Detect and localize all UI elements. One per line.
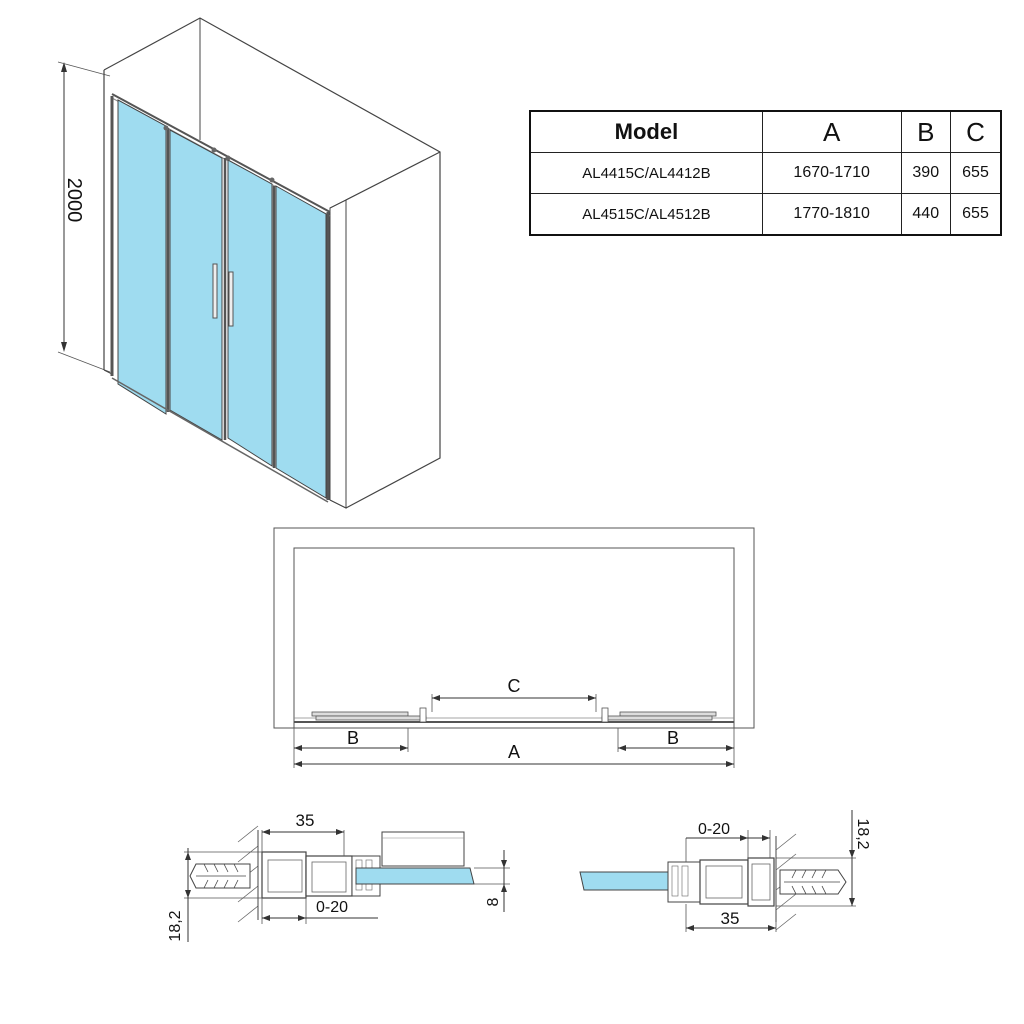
profile-right-adjust: 0-20 <box>697 821 731 838</box>
profile-right-depth: 18,2 <box>854 818 871 850</box>
table-header-a: A <box>762 111 901 153</box>
table-cell-c: 655 <box>951 153 1001 194</box>
dimension-b-right-label: B <box>666 728 680 748</box>
dimension-b-left-label: B <box>346 728 360 748</box>
table-cell-a: 1670-1710 <box>762 153 901 194</box>
profile-right-width: 35 <box>720 909 740 928</box>
height-label: 2000 <box>63 177 85 223</box>
table-header-model: Model <box>530 111 762 153</box>
door-handle-left <box>213 264 217 318</box>
dimension-a-label: A <box>507 742 521 762</box>
table-header-c: C <box>951 111 1001 153</box>
table-cell-b: 440 <box>901 194 951 236</box>
table-header-b: B <box>901 111 951 153</box>
table-row <box>530 153 1001 194</box>
table-cell-c: 655 <box>951 194 1001 236</box>
door-handle-right <box>229 272 233 326</box>
glass-panel-1 <box>118 100 166 414</box>
table-cell-model: AL4515C/AL4512B <box>530 194 762 236</box>
profile-left-glass: 8 <box>485 897 502 907</box>
table-cell-b: 390 <box>901 153 951 194</box>
glass-panel-3 <box>228 160 272 466</box>
dimension-c-label: C <box>507 676 521 696</box>
table-cell-model: AL4415C/AL4412B <box>530 153 762 194</box>
profile-left-adjust: 0-20 <box>315 899 349 916</box>
profile-left-width: 35 <box>295 811 315 830</box>
table-cell-a: 1770-1810 <box>762 194 901 236</box>
table-row <box>530 194 1001 236</box>
glass-panel-4 <box>276 186 326 498</box>
profile-left-depth: 18,2 <box>167 910 184 942</box>
spec-table <box>529 110 1002 236</box>
